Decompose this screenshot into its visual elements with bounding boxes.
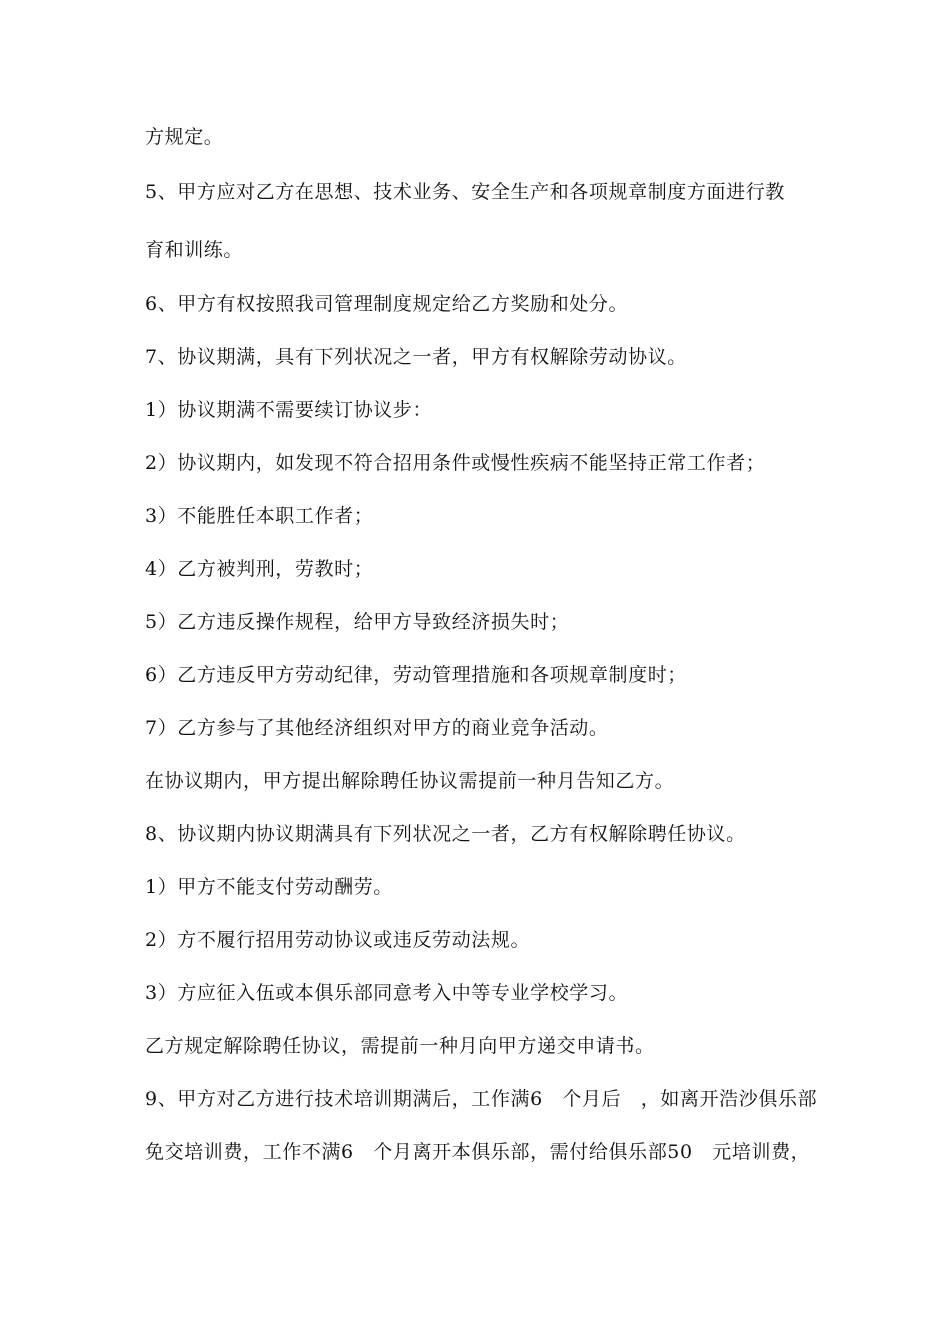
text-line: 1）甲方不能支付劳动酬劳。 <box>145 876 393 898</box>
text-line: 育和训练。 <box>145 239 244 261</box>
text-line: 3）方应征入伍或本俱乐部同意考入中等专业学校学习。 <box>145 982 629 1004</box>
text-line: 3）不能胜任本职工作者； <box>145 505 374 527</box>
text-line: 在协议期内，甲方提出解除聘任协议需提前一种月告知乙方。 <box>145 770 675 792</box>
text-line: 5）乙方违反操作规程，给甲方导致经济损失时； <box>145 611 570 633</box>
text-line: 2）协议期内，如发现不符合招用条件或慢性疾病不能坚持正常工作者； <box>145 452 766 474</box>
text-line: 7）乙方参与了其他经济组织对甲方的商业竞争活动。 <box>145 717 609 739</box>
text-line: 5、甲方应对乙方在思想、技术业务、安全生产和各项规章制度方面进行教 <box>145 181 785 203</box>
text-line: 乙方规定解除聘任协议，需提前一种月向甲方递交申请书。 <box>145 1035 655 1057</box>
text-line: 6、甲方有权按照我司管理制度规定给乙方奖励和处分。 <box>145 293 629 315</box>
text-line: 7、协议期满，具有下列状况之一者，甲方有权解除劳动协议。 <box>145 346 687 368</box>
text-line: 9、甲方对乙方进行技术培训期满后，工作满6 个月后 ，如离开浩沙俱乐部 <box>145 1088 818 1110</box>
text-line: 1）协议期满不需要续订协议步： <box>145 399 433 421</box>
text-line: 6）乙方违反甲方劳动纪律，劳动管理措施和各项规章制度时； <box>145 664 687 686</box>
text-line: 免交培训费，工作不满6 个月离开本俱乐部，需付给俱乐部50 元培训费， <box>145 1141 811 1163</box>
text-line: 方规定。 <box>145 126 224 148</box>
text-line: 8、协议期内协议期满具有下列状况之一者，乙方有权解除聘任协议。 <box>145 823 746 845</box>
text-line: 2）方不履行招用劳动协议或违反劳动法规。 <box>145 929 531 951</box>
text-line: 4）乙方被判刑，劳教时； <box>145 558 374 580</box>
